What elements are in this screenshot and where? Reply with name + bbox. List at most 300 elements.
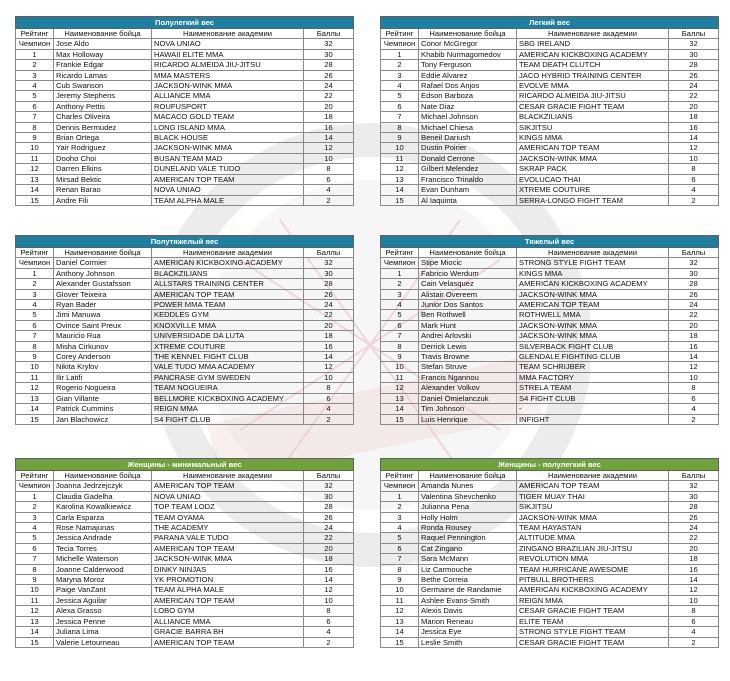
rank-cell: 9	[16, 352, 54, 362]
fighter-name-cell: Renan Barao	[54, 185, 152, 195]
academy-cell: JACKSON-WINK MMA	[517, 331, 669, 341]
points-cell: 26	[669, 70, 719, 80]
rank-cell: 1	[381, 49, 419, 59]
rank-cell: 7	[16, 554, 54, 564]
academy-cell: KNOXVILLE MMA	[152, 320, 304, 330]
points-cell: 4	[669, 404, 719, 414]
fighter-name-cell: Dennis Bermudez	[54, 122, 152, 132]
table-row	[16, 595, 354, 605]
rank-cell: 5	[381, 533, 419, 543]
points-cell: 18	[304, 112, 354, 122]
academy-cell: JACKSON-WINK MMA	[517, 289, 669, 299]
table-lightweight-semi	[15, 16, 354, 206]
rank-cell: 15	[16, 637, 54, 647]
fighter-name-cell: Germaine de Randamie	[419, 585, 517, 595]
points-cell: 18	[669, 112, 719, 122]
rank-cell: 1	[16, 268, 54, 278]
points-cell: 2	[669, 195, 719, 205]
points-cell: 6	[304, 393, 354, 403]
academy-cell: ROTHWELL MMA	[517, 310, 669, 320]
points-cell: 26	[669, 289, 719, 299]
points-cell: 24	[669, 523, 719, 533]
points-cell: 14	[669, 352, 719, 362]
table-row	[381, 310, 719, 320]
points-cell: 28	[669, 279, 719, 289]
rank-cell: 14	[381, 627, 419, 637]
rank-cell: 13	[16, 393, 54, 403]
fighter-name-cell: Ryan Bader	[54, 300, 152, 310]
fighter-name-cell: Jessica Eye	[419, 627, 517, 637]
table-row	[16, 331, 354, 341]
academy-cell: AMERICAN TOP TEAM	[152, 289, 304, 299]
table-row	[381, 39, 719, 49]
fighter-name-cell: Michelle Waterson	[54, 554, 152, 564]
col-points: Баллы	[304, 29, 354, 39]
academy-cell: AMERICAN TOP TEAM	[152, 174, 304, 184]
fighter-name-cell: Nate Diaz	[419, 101, 517, 111]
fighter-name-cell: Michael Chiesa	[419, 122, 517, 132]
table-row	[16, 481, 354, 491]
col-academy: Наименование академии	[152, 471, 304, 481]
table-women-bantamweight	[380, 458, 719, 648]
fighter-name-cell: Luis Henrique	[419, 414, 517, 424]
academy-cell: BELLMORE KICKBOXING ACADEMY	[152, 393, 304, 403]
table-body	[381, 258, 719, 425]
fighter-name-cell: Frankie Edgar	[54, 60, 152, 70]
fighter-name-cell: Tony Ferguson	[419, 60, 517, 70]
points-cell: 26	[304, 512, 354, 522]
rank-cell: 6	[16, 320, 54, 330]
rank-cell: 1	[381, 268, 419, 278]
rank-cell: 15	[16, 195, 54, 205]
rank-cell: 8	[16, 122, 54, 132]
rank-cell: Чемпион	[381, 258, 419, 268]
table-row	[381, 81, 719, 91]
rank-cell: Чемпион	[381, 39, 419, 49]
points-cell: 14	[669, 575, 719, 585]
academy-cell: DUNELAND VALE TUDO	[152, 164, 304, 174]
fighter-name-cell: Donald Cerrone	[419, 153, 517, 163]
table-row	[16, 81, 354, 91]
academy-cell: BUSAN TEAM MAD	[152, 153, 304, 163]
table-row	[381, 174, 719, 184]
points-cell: 22	[669, 533, 719, 543]
fighter-name-cell: Alexa Grasso	[54, 606, 152, 616]
academy-cell: TIGER MUAY THAI	[517, 491, 669, 501]
points-cell: 32	[669, 258, 719, 268]
fighter-name-cell: Charles Oliveira	[54, 112, 152, 122]
rank-cell: 6	[381, 320, 419, 330]
academy-cell: ALLIANCE MMA	[152, 616, 304, 626]
academy-cell: STRONG STYLE FIGHT TEAM	[517, 627, 669, 637]
table-row	[16, 554, 354, 564]
fighter-name-cell: Marion Reneau	[419, 616, 517, 626]
points-cell: 30	[304, 491, 354, 501]
table-row	[16, 414, 354, 424]
fighter-name-cell: Raquel Pennington	[419, 533, 517, 543]
academy-cell: KEDDLES GYM	[152, 310, 304, 320]
fighter-name-cell: Tecia Torres	[54, 543, 152, 553]
table-row	[16, 300, 354, 310]
table-row	[381, 164, 719, 174]
academy-cell: JACKSON-WINK MMA	[517, 512, 669, 522]
points-cell: 10	[304, 372, 354, 382]
rank-cell: 8	[381, 341, 419, 351]
table-row	[16, 91, 354, 101]
col-academy: Наименование академии	[152, 248, 304, 258]
fighter-name-cell: Alexander Volkov	[419, 383, 517, 393]
table-title: Легкий вес	[381, 17, 719, 29]
fighter-name-cell: Maryna Moroz	[54, 575, 152, 585]
points-cell: 28	[304, 279, 354, 289]
academy-cell: ELITE TEAM	[517, 616, 669, 626]
academy-cell: JACKSON-WINK MMA	[517, 153, 669, 163]
fighter-name-cell: Evan Dunham	[419, 185, 517, 195]
fighter-name-cell: Doohо Choi	[54, 153, 152, 163]
col-rank: Рейтинг	[381, 471, 419, 481]
fighter-name-cell: Karolina Kowalkiewicz	[54, 502, 152, 512]
points-cell: 30	[669, 491, 719, 501]
rank-cell: 8	[16, 341, 54, 351]
table-row	[16, 352, 354, 362]
fighter-name-cell: Jessica Andrade	[54, 533, 152, 543]
table-row	[381, 91, 719, 101]
fighter-name-cell: Juliana Lima	[54, 627, 152, 637]
rank-cell: 7	[381, 554, 419, 564]
fighter-name-cell: Misha Cirkunov	[54, 341, 152, 351]
table-row	[16, 627, 354, 637]
rank-cell: 10	[381, 143, 419, 153]
academy-cell: TEAM NOGUEIRA	[152, 383, 304, 393]
points-cell: 30	[304, 49, 354, 59]
academy-cell: REVOLUTION MMA	[517, 554, 669, 564]
fighter-name-cell: Dustin Poirier	[419, 143, 517, 153]
table-row	[16, 543, 354, 553]
fighter-name-cell: Valerie Letourneau	[54, 637, 152, 647]
col-fighter: Наименование бойца	[419, 471, 517, 481]
academy-cell: ALTITUDE MMA	[517, 533, 669, 543]
fighter-name-cell: Ronda Rousey	[419, 523, 517, 533]
table-title: Тяжелый вес	[381, 236, 719, 248]
table-row	[381, 320, 719, 330]
fighter-name-cell: Derrick Lewis	[419, 341, 517, 351]
points-cell: 18	[304, 554, 354, 564]
academy-cell: MMA MASTERS	[152, 70, 304, 80]
table-row	[16, 575, 354, 585]
table-row	[16, 143, 354, 153]
rank-cell: 4	[381, 81, 419, 91]
academy-cell: TOP TEAM LODZ	[152, 502, 304, 512]
academy-cell: ALLSTARS TRAINING CENTER	[152, 279, 304, 289]
table-row	[16, 512, 354, 522]
table-row	[16, 310, 354, 320]
rank-cell: 11	[381, 372, 419, 382]
academy-cell: AMERICAN TOP TEAM	[152, 637, 304, 647]
points-cell: 26	[669, 512, 719, 522]
col-rank: Рейтинг	[381, 29, 419, 39]
table-row	[381, 543, 719, 553]
table-row	[381, 637, 719, 647]
table-row	[16, 533, 354, 543]
rank-cell: 4	[381, 523, 419, 533]
academy-cell: S4 FIGHT CLUB	[517, 393, 669, 403]
rank-cell: 7	[381, 112, 419, 122]
table-row	[381, 502, 719, 512]
academy-cell: YK PROMOTION	[152, 575, 304, 585]
table-row	[16, 606, 354, 616]
table-row	[381, 362, 719, 372]
academy-cell: CESAR GRACIE FIGHT TEAM	[517, 101, 669, 111]
col-rank: Рейтинг	[16, 471, 54, 481]
table-row	[381, 595, 719, 605]
rank-cell: 5	[381, 310, 419, 320]
points-cell: 4	[669, 185, 719, 195]
table-row	[381, 70, 719, 80]
fighter-name-cell: Bethe Correia	[419, 575, 517, 585]
academy-cell: PARANA VALE TUDO	[152, 533, 304, 543]
academy-cell: STRELA TEAM	[517, 383, 669, 393]
rank-cell: 1	[381, 491, 419, 501]
table-body	[381, 39, 719, 206]
points-cell: 22	[304, 533, 354, 543]
table-heavyweight	[380, 235, 719, 425]
table-row	[381, 133, 719, 143]
academy-cell: LOBO GYM	[152, 606, 304, 616]
points-cell: 28	[669, 502, 719, 512]
table-row	[381, 268, 719, 278]
points-cell: 8	[304, 383, 354, 393]
academy-cell: ZINGANO BRAZILIAN JIU-JITSU	[517, 543, 669, 553]
fighter-name-cell: Max Holloway	[54, 49, 152, 59]
rank-cell: 4	[16, 523, 54, 533]
fighter-name-cell: Stipe Miocic	[419, 258, 517, 268]
fighter-name-cell: Claudia Gadelha	[54, 491, 152, 501]
points-cell: 24	[304, 523, 354, 533]
fighter-name-cell: Darren Elkins	[54, 164, 152, 174]
academy-cell: DINKY NINJAS	[152, 564, 304, 574]
rank-cell: 11	[381, 153, 419, 163]
fighter-name-cell: Corey Anderson	[54, 352, 152, 362]
points-cell: 14	[669, 133, 719, 143]
fighter-name-cell: Jessica Penne	[54, 616, 152, 626]
table-body	[16, 39, 354, 206]
table-row	[16, 289, 354, 299]
fighter-name-cell: Khabib Nurmagomedov	[419, 49, 517, 59]
table-row	[16, 616, 354, 626]
fighter-name-cell: Jessica Aguilar	[54, 595, 152, 605]
rank-cell: 3	[381, 70, 419, 80]
table-row	[16, 585, 354, 595]
academy-cell: AMERICAN TOP TEAM	[517, 481, 669, 491]
points-cell: 8	[669, 606, 719, 616]
rank-cell: 7	[16, 331, 54, 341]
fighter-name-cell: Alistair Overeem	[419, 289, 517, 299]
rank-cell: 15	[381, 195, 419, 205]
rank-cell: Чемпион	[16, 258, 54, 268]
academy-cell: SERRA-LONGO FIGHT TEAM	[517, 195, 669, 205]
academy-cell: PITBULL BROTHERS	[517, 575, 669, 585]
rank-cell: 15	[16, 414, 54, 424]
rank-cell: 12	[381, 164, 419, 174]
rank-cell: 2	[16, 60, 54, 70]
rank-cell: 11	[381, 595, 419, 605]
table-row	[16, 502, 354, 512]
fighter-name-cell: Conor McGregor	[419, 39, 517, 49]
points-cell: 16	[669, 341, 719, 351]
table-row	[16, 60, 354, 70]
table-row	[381, 585, 719, 595]
rank-cell: 12	[16, 383, 54, 393]
rank-cell: 2	[381, 60, 419, 70]
table-row	[381, 185, 719, 195]
table-row	[381, 352, 719, 362]
points-cell: 20	[304, 101, 354, 111]
rank-cell: 3	[381, 512, 419, 522]
academy-cell: BLACKZILIANS	[152, 268, 304, 278]
points-cell: 12	[304, 585, 354, 595]
academy-cell: EVOLUCAO THAI	[517, 174, 669, 184]
col-rank: Рейтинг	[16, 248, 54, 258]
academy-cell: STRONG STYLE FIGHT TEAM	[517, 258, 669, 268]
rank-cell: 12	[381, 606, 419, 616]
rank-cell: 3	[16, 512, 54, 522]
table-row	[381, 414, 719, 424]
table-light-heavyweight	[15, 235, 354, 425]
fighter-name-cell: Francis Ngannou	[419, 372, 517, 382]
rank-cell: 2	[381, 279, 419, 289]
col-fighter: Наименование бойца	[54, 471, 152, 481]
academy-cell: RICARDO ALMEIDA JIU-JITSU	[152, 60, 304, 70]
fighter-name-cell: Anthony Pettis	[54, 101, 152, 111]
points-cell: 22	[669, 310, 719, 320]
academy-cell: S4 FIGHT CLUB	[152, 414, 304, 424]
fighter-name-cell: Al Iaquinta	[419, 195, 517, 205]
rank-cell: 5	[16, 533, 54, 543]
points-cell: 24	[669, 300, 719, 310]
fighter-name-cell: Mark Hunt	[419, 320, 517, 330]
table-row	[381, 372, 719, 382]
fighter-name-cell: Nikita Krylov	[54, 362, 152, 372]
table-row	[381, 122, 719, 132]
academy-cell: BLACKZILIANS	[517, 112, 669, 122]
rank-cell: 6	[381, 101, 419, 111]
rank-cell: 14	[381, 185, 419, 195]
fighter-name-cell: Holly Holm	[419, 512, 517, 522]
academy-cell: CESAR GRACIE FIGHT TEAM	[517, 606, 669, 616]
points-cell: 6	[304, 174, 354, 184]
table-row	[381, 383, 719, 393]
fighter-name-cell: Stefan Struve	[419, 362, 517, 372]
points-cell: 16	[304, 564, 354, 574]
academy-cell: ALLIANCE MMA	[152, 91, 304, 101]
academy-cell: GLENDALE FIGHTING CLUB	[517, 352, 669, 362]
rank-cell: 2	[381, 502, 419, 512]
points-cell: 4	[304, 185, 354, 195]
academy-cell: XTREME COUTURE	[152, 341, 304, 351]
points-cell: 6	[669, 616, 719, 626]
academy-cell: GRACIE BARRA BH	[152, 627, 304, 637]
fighter-name-cell: Sara McMann	[419, 554, 517, 564]
academy-cell: POWER MMA TEAM	[152, 300, 304, 310]
academy-cell: VALE TUDO MMA ACADEMY	[152, 362, 304, 372]
table-row	[16, 491, 354, 501]
academy-cell: NOVA UNIAO	[152, 185, 304, 195]
points-cell: 32	[304, 258, 354, 268]
points-cell: 16	[304, 341, 354, 351]
rank-cell: 12	[16, 164, 54, 174]
points-cell: 18	[669, 331, 719, 341]
rank-cell: 7	[381, 331, 419, 341]
academy-cell: EVOLVE MMA	[517, 81, 669, 91]
fighter-name-cell: Ben Rothwell	[419, 310, 517, 320]
points-cell: 14	[304, 352, 354, 362]
rank-cell: 1	[16, 491, 54, 501]
fighter-name-cell: Andre Fili	[54, 195, 152, 205]
points-cell: 4	[304, 404, 354, 414]
rank-cell: 3	[381, 289, 419, 299]
rank-cell: 15	[381, 414, 419, 424]
rank-cell: 13	[16, 616, 54, 626]
academy-cell: AMERICAN TOP TEAM	[152, 543, 304, 553]
fighter-name-cell: Ilir Latifi	[54, 372, 152, 382]
points-cell: 8	[669, 383, 719, 393]
academy-cell: MMA FACTORY	[517, 372, 669, 382]
fighter-name-cell: Eddie Alvarez	[419, 70, 517, 80]
table-row	[381, 404, 719, 414]
table-row	[381, 533, 719, 543]
col-academy: Наименование академии	[517, 471, 669, 481]
col-fighter: Наименование бойца	[419, 248, 517, 258]
col-academy: Наименование академии	[152, 29, 304, 39]
table-row	[381, 616, 719, 626]
col-rank: Рейтинг	[16, 29, 54, 39]
points-cell: 10	[669, 153, 719, 163]
table-row	[16, 268, 354, 278]
academy-cell: HAWAII ELITE MMA	[152, 49, 304, 59]
points-cell: 30	[669, 268, 719, 278]
points-cell: 18	[669, 554, 719, 564]
academy-cell: AMERICAN TOP TEAM	[152, 595, 304, 605]
points-cell: 6	[669, 174, 719, 184]
table-row	[16, 320, 354, 330]
rank-cell: 4	[16, 300, 54, 310]
points-cell: 24	[669, 81, 719, 91]
academy-cell: XTREME COUTURE	[517, 185, 669, 195]
points-cell: 26	[304, 70, 354, 80]
fighter-name-cell: Beneil Dariush	[419, 133, 517, 143]
table-row	[16, 195, 354, 205]
academy-cell: SKRAP PACK	[517, 164, 669, 174]
rank-cell: 13	[381, 393, 419, 403]
table-row	[381, 554, 719, 564]
rank-cell: 9	[381, 133, 419, 143]
academy-cell: NOVA UNIAO	[152, 491, 304, 501]
rank-cell: 8	[381, 564, 419, 574]
points-cell: 2	[304, 637, 354, 647]
table-row	[16, 185, 354, 195]
col-points: Баллы	[669, 29, 719, 39]
academy-cell: AMERICAN TOP TEAM	[517, 143, 669, 153]
fighter-name-cell: Travis Browne	[419, 352, 517, 362]
rank-cell: 2	[16, 502, 54, 512]
rank-cell: 2	[16, 279, 54, 289]
points-cell: 32	[304, 481, 354, 491]
table-row	[381, 627, 719, 637]
fighter-name-cell: Jose Aldo	[54, 39, 152, 49]
rank-cell: 14	[381, 404, 419, 414]
academy-cell: TEAM OYAMA	[152, 512, 304, 522]
table-row	[381, 523, 719, 533]
